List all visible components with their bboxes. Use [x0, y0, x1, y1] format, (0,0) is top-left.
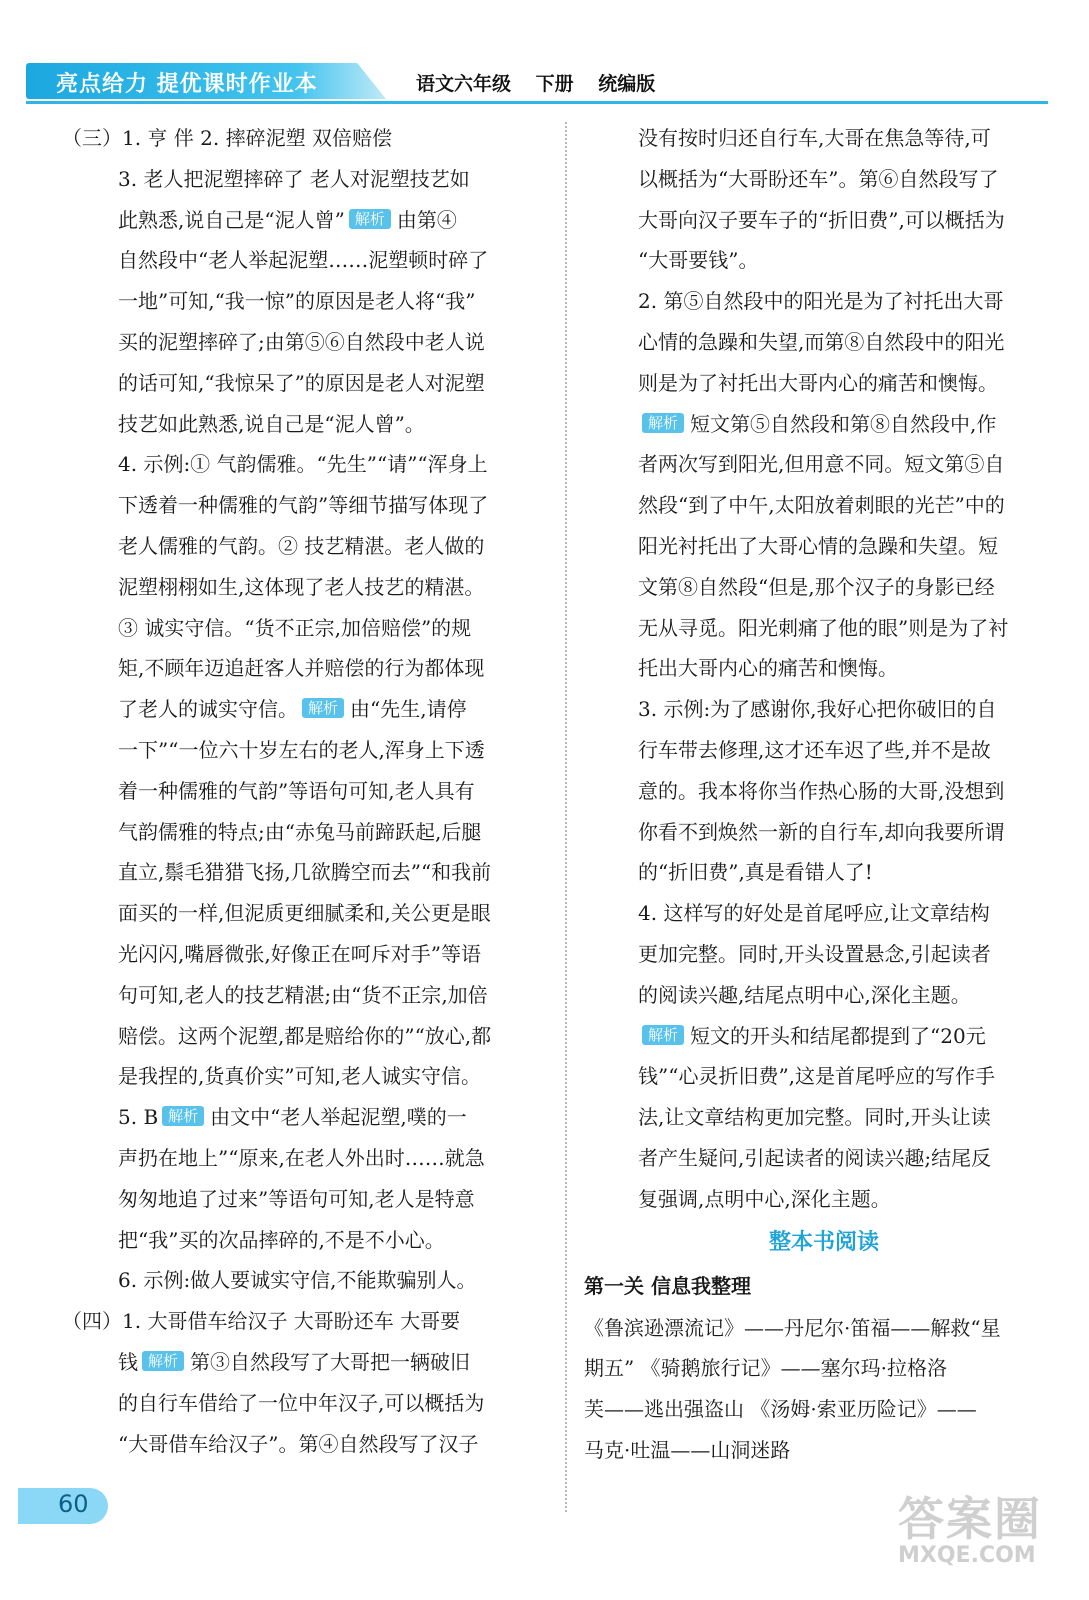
left-line — [62, 1097, 542, 1138]
left-line — [62, 975, 542, 1016]
line-text-after: 由“先生,请停 — [350, 697, 467, 722]
right-line — [584, 689, 1064, 730]
left-line — [62, 363, 542, 404]
left-line — [62, 322, 542, 363]
volume-label: 下册 — [535, 73, 574, 95]
left-line — [62, 240, 542, 281]
section-lines — [584, 1308, 1064, 1471]
line-text: 匆匆地追了过来”等语句可知,老人是特意 — [118, 1186, 475, 1211]
line-text: “大哥借车给汉子”。第④自然段写了汉子 — [118, 1431, 479, 1456]
left-line — [62, 1383, 542, 1424]
line-text: 然段“到了中午,太阳放着刺眼的光芒”中的 — [638, 493, 1005, 518]
line-text: 气韵儒雅的特点;由“赤兔马前蹄跃起,后腿 — [118, 819, 482, 844]
line-text: （四）1. 大哥借车给汉子 大哥盼还车 大哥要 — [62, 1309, 461, 1334]
line-text: 了老人的诚实守信。 — [118, 697, 298, 722]
right-line — [584, 812, 1064, 853]
right-line — [584, 730, 1064, 771]
line-text: 者产生疑问,引起读者的阅读兴趣;结尾反 — [638, 1145, 992, 1170]
right-line — [584, 240, 1064, 281]
line-text: 技艺如此熟悉,说自己是“泥人曾”。 — [118, 411, 425, 436]
line-text: 托出大哥内心的痛苦和懊悔。 — [638, 656, 898, 681]
right-line — [584, 934, 1064, 975]
left-line — [62, 1220, 542, 1261]
left-line — [62, 485, 542, 526]
line-text: 把“我”买的次品摔碎的,不是不小心。 — [118, 1227, 445, 1252]
right-line — [584, 159, 1064, 200]
right-line — [584, 975, 1064, 1016]
line-text: 5. B — [118, 1105, 159, 1130]
right-column — [584, 118, 1064, 1471]
left-line — [62, 1260, 542, 1301]
left-line — [62, 526, 542, 567]
book-info-line: 芙——逃出强盗山 《汤姆·索亚历险记》—— — [584, 1397, 977, 1422]
line-text: 一地”可知,“我一惊”的原因是老人将“我” — [118, 289, 476, 314]
right-line — [584, 608, 1064, 649]
line-text: 光闪闪,嘴唇微张,好像正在呵斥对手”等语 — [118, 941, 481, 966]
left-line — [62, 608, 542, 649]
left-line — [62, 1179, 542, 1220]
left-line — [62, 159, 542, 200]
line-text: 直立,鬃毛猎猎飞扬,几欲腾空而去”“和我前 — [118, 860, 492, 885]
left-line — [62, 648, 542, 689]
right-answer-lines — [584, 118, 1064, 1220]
left-line — [62, 118, 542, 159]
line-text: 赔偿。这两个泥塑,都是赔给你的”“放心,都 — [118, 1023, 492, 1048]
line-text-after: 第③自然段写了大哥把一辆破旧 — [190, 1349, 471, 1374]
right-line — [584, 1179, 1064, 1220]
right-line — [584, 1016, 1064, 1057]
line-text: 一下”“一位六十岁左右的老人,浑身上下透 — [118, 737, 485, 762]
watermark-text: 答案圈 — [898, 1492, 1042, 1546]
line-text: 钱”“心灵折旧费”,这是首尾呼应的写作手 — [638, 1064, 996, 1089]
right-line — [584, 444, 1064, 485]
line-text: 的自行车借给了一位中年汉子,可以概括为 — [118, 1390, 485, 1415]
line-text: 法,让文章结构更加完整。同时,开头让读 — [638, 1105, 991, 1130]
analysis-badge: 解析 — [642, 1025, 684, 1045]
left-line — [62, 444, 542, 485]
book-info-line: 马克·吐温——山洞迷路 — [584, 1437, 791, 1462]
left-line — [62, 404, 542, 445]
line-text: “大哥要钱”。 — [638, 248, 759, 273]
line-text: 下透着一种儒雅的气韵”等细节描写体现了 — [118, 493, 489, 518]
left-line — [62, 934, 542, 975]
right-line — [584, 852, 1064, 893]
line-text: 面买的一样,但泥质更细腻柔和,关公更是眼 — [118, 901, 491, 926]
line-text: 者两次写到阳光,但用意不同。短文第⑤自 — [638, 452, 1005, 477]
line-text: 4. 示例:① 气韵儒雅。“先生”“请”“浑身上 — [118, 452, 488, 477]
left-line — [62, 689, 542, 730]
edition-label: 统编版 — [598, 73, 656, 95]
left-line — [62, 1301, 542, 1342]
line-text: 复强调,点明中心,深化主题。 — [638, 1186, 891, 1211]
line-text: 4. 这样写的好处是首尾呼应,让文章结构 — [638, 901, 990, 926]
line-text: 则是为了衬托出大哥内心的痛苦和懊悔。 — [638, 370, 998, 395]
subject-label: 语文六年级 — [416, 73, 512, 95]
line-text: 句可知,老人的技艺精湛;由“货不正宗,加倍 — [118, 982, 488, 1007]
line-text: 2. 第⑤自然段中的阳光是为了衬托出大哥 — [638, 289, 1004, 314]
section-subtitle: 第一关 信息我整理 — [584, 1273, 751, 1298]
analysis-badge: 解析 — [302, 698, 344, 718]
left-line — [62, 893, 542, 934]
right-line — [584, 648, 1064, 689]
series-title: 亮点给力 提优课时作业本 — [56, 72, 318, 97]
watermark-url: MXQE.COM — [898, 1543, 1036, 1568]
line-text-after: 由第④ — [396, 207, 457, 232]
left-line — [62, 1342, 542, 1383]
left-line — [62, 1056, 542, 1097]
line-text: 意的。我本将你当作热心肠的大哥,没想到 — [638, 778, 1005, 803]
right-line — [584, 1097, 1064, 1138]
left-line — [62, 281, 542, 322]
line-text: 矩,不顾年迈追赶客人并赔偿的行为都体现 — [118, 656, 485, 681]
left-line — [62, 771, 542, 812]
right-line — [584, 200, 1064, 241]
left-line — [62, 730, 542, 771]
right-line — [584, 771, 1064, 812]
analysis-badge: 解析 — [642, 413, 684, 433]
line-text-after: 短文的开头和结尾都提到了“20元 — [690, 1023, 986, 1048]
left-line — [62, 567, 542, 608]
right-line — [584, 363, 1064, 404]
right-line — [584, 893, 1064, 934]
line-text: 3. 示例:为了感谢你,我好心把你破旧的自 — [638, 697, 997, 722]
right-line — [584, 567, 1064, 608]
line-text: 老人儒雅的气韵。② 技艺精湛。老人做的 — [118, 533, 485, 558]
right-line — [584, 281, 1064, 322]
right-line — [584, 404, 1064, 445]
section-title: 整本书阅读 — [768, 1229, 879, 1255]
line-text: 无从寻觅。阳光刺痛了他的眼”则是为了衬 — [638, 615, 1009, 640]
watermark — [898, 1483, 1068, 1583]
analysis-badge: 解析 — [142, 1351, 184, 1371]
right-line — [584, 1138, 1064, 1179]
line-text: ③ 诚实守信。“货不正宗,加倍赔偿”的规 — [118, 615, 472, 640]
line-text: 心情的急躁和失望,而第⑧自然段中的阳光 — [638, 329, 1005, 354]
line-text: 3. 老人把泥塑摔碎了 老人对泥塑技艺如 — [118, 166, 470, 191]
page-number: 60 — [58, 1490, 89, 1518]
line-text: 着一种儒雅的气韵”等语句可知,老人具有 — [118, 778, 475, 803]
header-rule — [26, 101, 1048, 104]
right-line — [584, 118, 1064, 159]
line-text: 钱 — [118, 1349, 138, 1374]
left-line — [62, 812, 542, 853]
line-text: 是我捏的,货真价实”可知,老人诚实守信。 — [118, 1064, 481, 1089]
right-line — [584, 1056, 1064, 1097]
left-line — [62, 1424, 542, 1465]
left-column — [62, 118, 542, 1464]
line-text: 6. 示例:做人要诚实守信,不能欺骗别人。 — [118, 1268, 477, 1293]
line-text: 的话可知,“我惊呆了”的原因是老人对泥塑 — [118, 370, 485, 395]
line-text: 自然段中“老人举起泥塑……泥塑顿时碎了 — [118, 248, 489, 273]
left-line — [62, 1138, 542, 1179]
book-info-line: 《鲁滨逊漂流记》——丹尼尔·笛福——解救“星 — [584, 1315, 1001, 1340]
right-line — [584, 485, 1064, 526]
right-line — [584, 322, 1064, 363]
line-text: 更加完整。同时,开头设置悬念,引起读者 — [638, 941, 991, 966]
left-line — [62, 200, 542, 241]
line-text: 阳光衬托出了大哥心情的急躁和失望。短 — [638, 533, 998, 558]
page-header — [26, 63, 1048, 103]
line-text-after: 由文中“老人举起泥塑,噗的一 — [210, 1105, 467, 1130]
analysis-badge: 解析 — [349, 209, 391, 229]
line-text: （三）1. 亨 伴 2. 摔碎泥塑 双倍赔偿 — [62, 126, 392, 150]
line-text-after: 短文第⑤自然段和第⑧自然段中,作 — [690, 411, 997, 436]
analysis-badge: 解析 — [162, 1106, 204, 1126]
line-text: 以概括为“大哥盼还车”。第⑥自然段写了 — [638, 166, 999, 191]
book-info-line: 期五” 《骑鹅旅行记》——塞尔玛·拉格洛 — [584, 1356, 947, 1381]
line-text: 的阅读兴趣,结尾点明中心,深化主题。 — [638, 982, 971, 1007]
line-text: 的“折旧费”,真是看错人了! — [638, 860, 873, 885]
line-text: 行车带去修理,这才还车迟了些,并不是故 — [638, 737, 991, 762]
line-text: 此熟悉,说自己是“泥人曾” — [118, 207, 345, 232]
line-text: 声扔在地上”“原来,在老人外出时……就急 — [118, 1145, 485, 1170]
line-text: 买的泥塑摔碎了;由第⑤⑥自然段中老人说 — [118, 329, 485, 354]
line-text: 你看不到焕然一新的自行车,却向我要所谓 — [638, 819, 1005, 844]
line-text: 大哥向汉子要车子的“折旧费”,可以概括为 — [638, 207, 1005, 232]
line-text: 泥塑栩栩如生,这体现了老人技艺的精湛。 — [118, 574, 485, 599]
left-line — [62, 1016, 542, 1057]
right-line — [584, 526, 1064, 567]
left-line — [62, 852, 542, 893]
line-text: 没有按时归还自行车,大哥在焦急等待,可 — [638, 126, 991, 150]
line-text: 文第⑧自然段“但是,那个汉子的身影已经 — [638, 574, 995, 599]
column-divider — [565, 122, 567, 1512]
book-meta — [416, 69, 655, 96]
